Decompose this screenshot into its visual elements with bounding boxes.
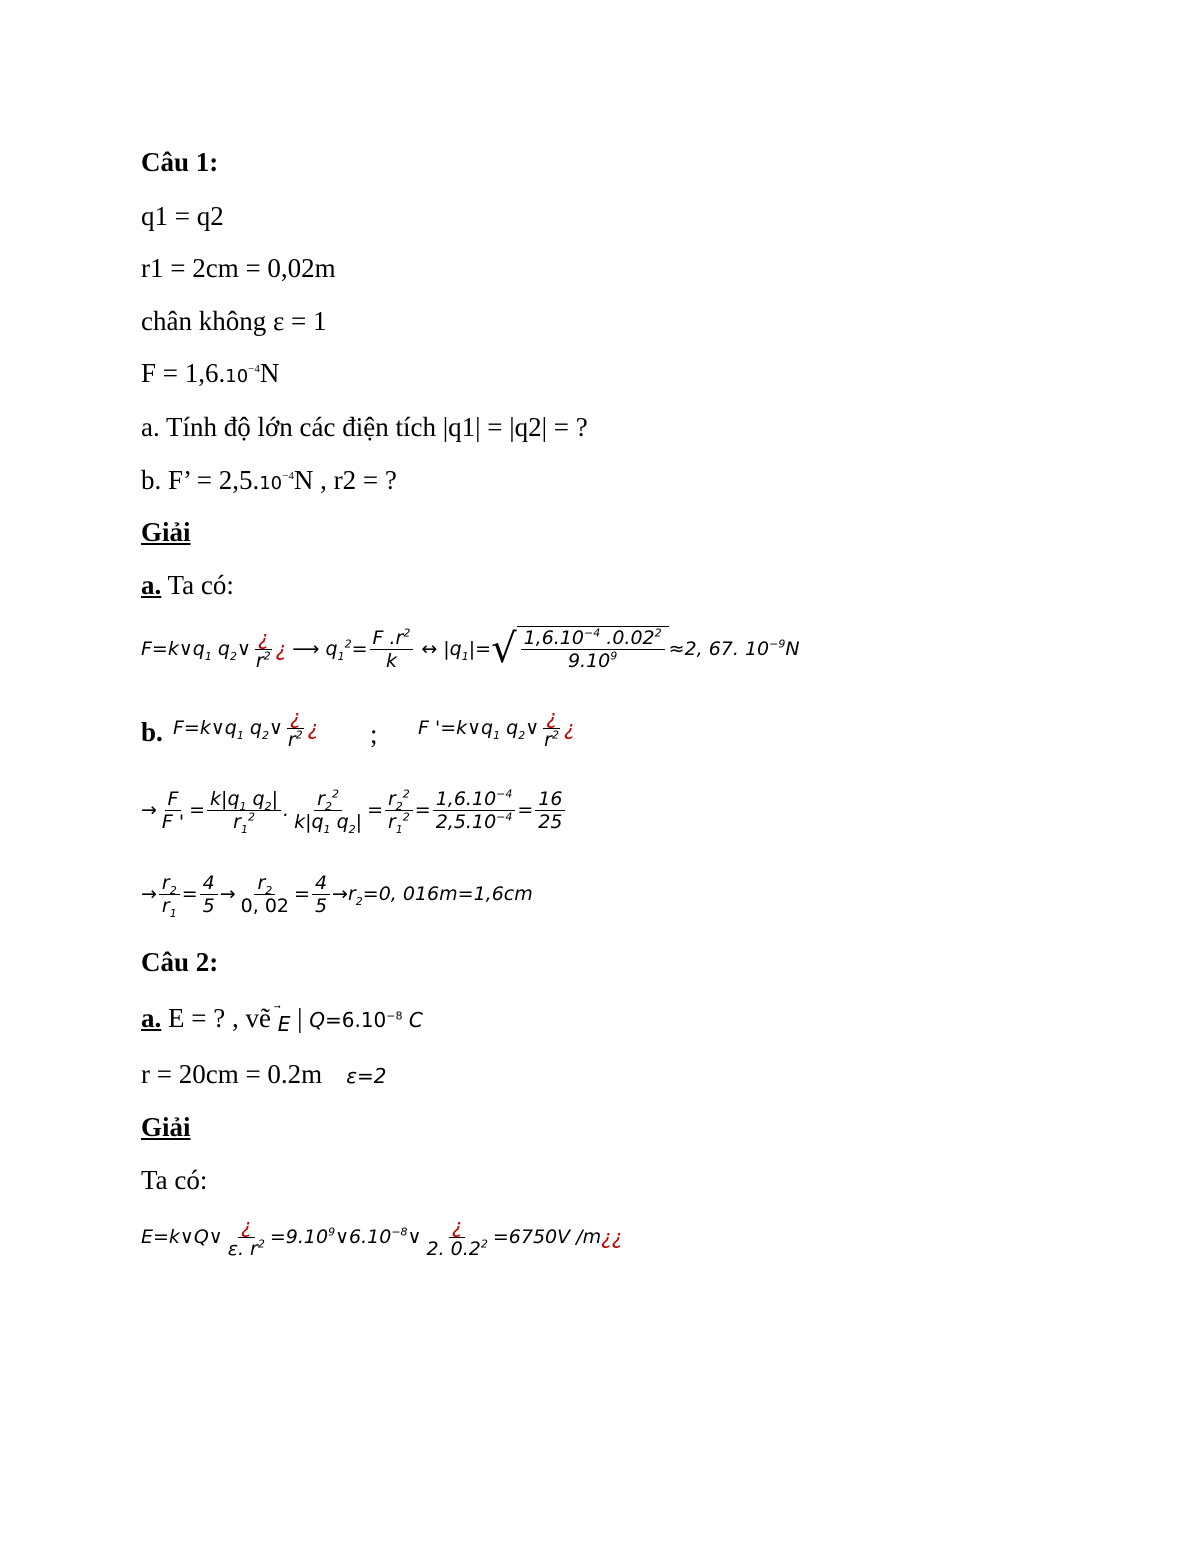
equation-coulomb-b1: $F=k\vee q_1$ $q_2\vee$ ¿ $r^2$ ¿ (173, 704, 319, 751)
given-r1: r1 = 2cm = 0,02m (141, 253, 336, 283)
given-r-epsilon: r = 20cm = 0.2m ε=2 (141, 1059, 387, 1089)
question-2-title: Câu 2: (141, 947, 219, 977)
part-a-intro: a. Ta có: (141, 570, 234, 600)
question-1a: a. Tính độ lớn các điện tích |q1| = |q2| = ? (141, 412, 588, 442)
part-b-label: b. (141, 717, 163, 747)
equation-coulomb-a: $F=k\vee q_1$ $q_2\vee$ ¿ $r^2$ ¿ ⟶ $q_1^2=$ $\frac{F .r^2}{k}$ ↔ $|q_1|=$ √ $\frac{1,6.10^{-4} .0.02^2}{9.10^9}$ ≈2, 67. $10^{-9}$ N (141, 625, 800, 672)
question-1b: b. F’ = $2,5.10^{-4}N$ , r2 = ? (141, 465, 397, 495)
solution-2-intro: Ta có: (141, 1165, 208, 1195)
equation-r2-result: → $\frac{r_2}{r_1}$ = $\frac{4}{5}$ → $\frac{r_2}{0, 02}$ = $\frac{4}{5}$ → $r_2$ =0, 016 m =1,6 cm (141, 871, 533, 920)
equation-coulomb-b2: F '$=k\vee q_1$ $q_2\vee$ ¿ $r^2$ ¿ (418, 704, 575, 751)
given-vacuum: chân không ε = 1 (141, 306, 327, 336)
semicolon: ; (370, 719, 378, 749)
equation-electric-field: E=k∨Q∨ ¿ ε. $r^2$ $=9.10^9\vee 6.10^{-8}\vee$ ¿ 2. $0.2^2$ =6750 V /m ¿¿ (141, 1213, 623, 1260)
solution-heading-2: Giải (141, 1112, 191, 1142)
given-force: $F = 1,6.10^{-4}N$ (141, 358, 280, 388)
equation-force-ratio: → $\frac{F}{F '}$ = $\frac{k|q_1 q_2|}{r_1^2}$ . $\frac{r_2^2}{k|q_1 q_2|}$ = $\frac{r_2^2}{r_1^2}$ = $\frac{1,6.10^{-4}}{2,5.10^{-4}}$ = $\frac{16}{25}$ (141, 772, 567, 848)
question-2a: a. E = ? , vẽ E | $Q=6.10^{-8}$ C (141, 1003, 423, 1036)
question-1-title: Câu 1: (141, 147, 219, 177)
solution-heading-1: Giải (141, 517, 191, 547)
given-q1-equals-q2: q1 = q2 (141, 201, 224, 231)
